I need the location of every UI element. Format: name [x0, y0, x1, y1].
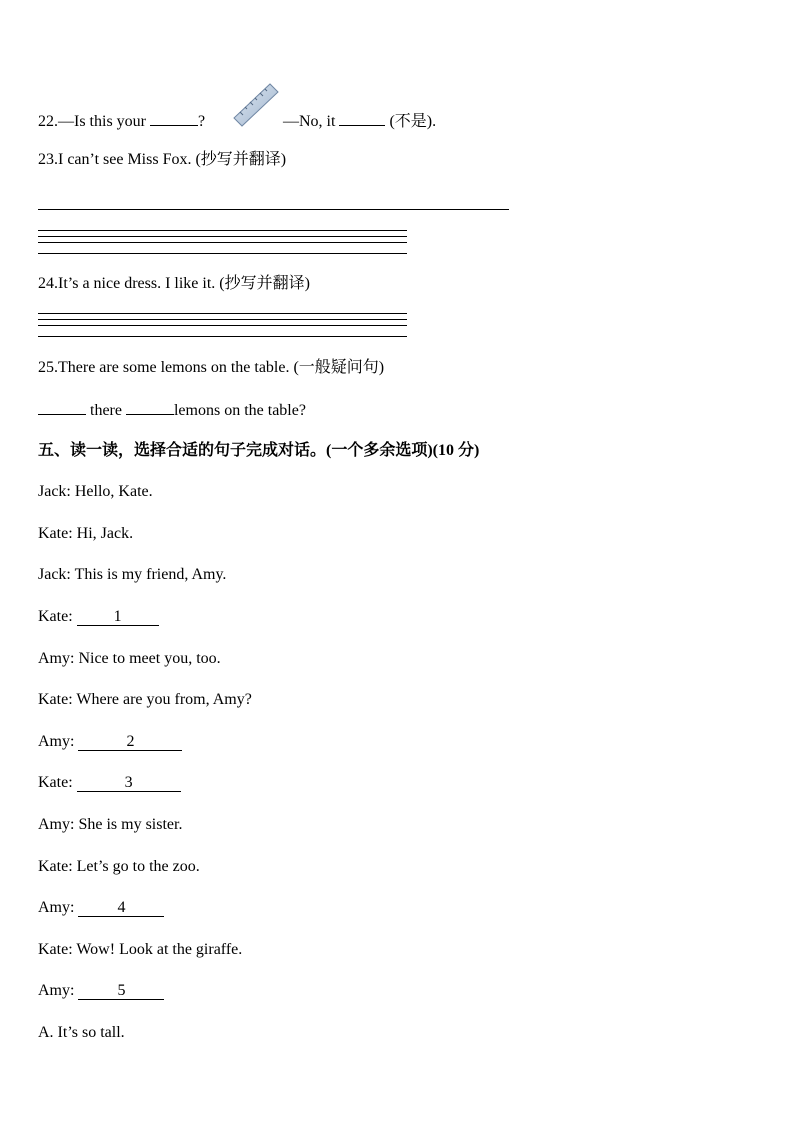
- answer-line[interactable]: [38, 209, 509, 210]
- dialogue-blank-line: [38, 898, 164, 918]
- dialogue-line: Amy: She is my sister.: [38, 816, 183, 833]
- question-25-answer: [38, 399, 306, 421]
- speaker: Amy:: [38, 733, 75, 750]
- dialogue-line: Kate: Let’s go to the zoo.: [38, 858, 200, 875]
- dialogue-line: Kate: Where are you from, Amy?: [38, 691, 252, 708]
- writing-line[interactable]: [38, 319, 407, 320]
- writing-line[interactable]: [38, 325, 407, 326]
- q25-blank-1[interactable]: [38, 399, 86, 415]
- dialogue-blank-line: [38, 773, 181, 793]
- dialogue-blank-line: [38, 981, 164, 1001]
- question-22-answer: [283, 110, 436, 132]
- question-23: 23.I can’t see Miss Fox. (抄写并翻译): [38, 151, 287, 168]
- q22-blank-2[interactable]: [339, 110, 385, 126]
- writing-line[interactable]: [38, 253, 407, 254]
- dialogue-line: Amy: Nice to meet you, too.: [38, 650, 221, 667]
- q22-part2: —No, it: [283, 113, 336, 130]
- question-22: [38, 110, 205, 132]
- option-a: A. It’s so tall.: [38, 1024, 125, 1041]
- speaker: Amy:: [38, 982, 75, 999]
- q22-question-mark: ?: [198, 113, 206, 130]
- writing-line[interactable]: [38, 242, 407, 243]
- ruler-icon: [232, 82, 280, 128]
- answer-blank-3[interactable]: 3: [77, 775, 181, 792]
- question-24: 24.It’s a nice dress. I like it. (抄写并翻译): [38, 275, 310, 292]
- q25-word-2: lemons on the table?: [173, 402, 306, 419]
- q22-part3: (不是).: [389, 113, 437, 130]
- writing-line[interactable]: [38, 236, 407, 237]
- speaker: Kate:: [38, 774, 73, 791]
- answer-blank-2[interactable]: 2: [78, 734, 182, 751]
- dialogue-line: Kate: Hi, Jack.: [38, 525, 134, 542]
- dialogue-blank-line: [38, 732, 182, 752]
- dialogue-line: Kate: Wow! Look at the giraffe.: [38, 941, 243, 958]
- answer-blank-5[interactable]: 5: [78, 983, 164, 1000]
- writing-line[interactable]: [38, 336, 407, 337]
- q22-blank-1[interactable]: [150, 110, 198, 126]
- q25-word-1: there: [90, 402, 122, 419]
- writing-line[interactable]: [38, 313, 407, 314]
- dialogue-line: Jack: Hello, Kate.: [38, 483, 153, 500]
- dialogue-blank-line: [38, 607, 159, 627]
- section-5-title: 五、读一读，选择合适的句子完成对话。(一个多余选项)(10 分): [38, 442, 480, 459]
- q22-part1: —Is this your: [58, 113, 146, 130]
- dialogue-line: Jack: This is my friend, Amy.: [38, 566, 227, 583]
- speaker: Amy:: [38, 899, 75, 916]
- question-25: 25.There are some lemons on the table. (一般疑问句): [38, 359, 385, 376]
- q22-number: 22.: [38, 113, 58, 130]
- q25-blank-2[interactable]: [126, 399, 174, 415]
- answer-blank-1[interactable]: 1: [77, 609, 159, 626]
- answer-blank-4[interactable]: 4: [78, 900, 164, 917]
- writing-line[interactable]: [38, 230, 407, 231]
- speaker: Kate:: [38, 608, 73, 625]
